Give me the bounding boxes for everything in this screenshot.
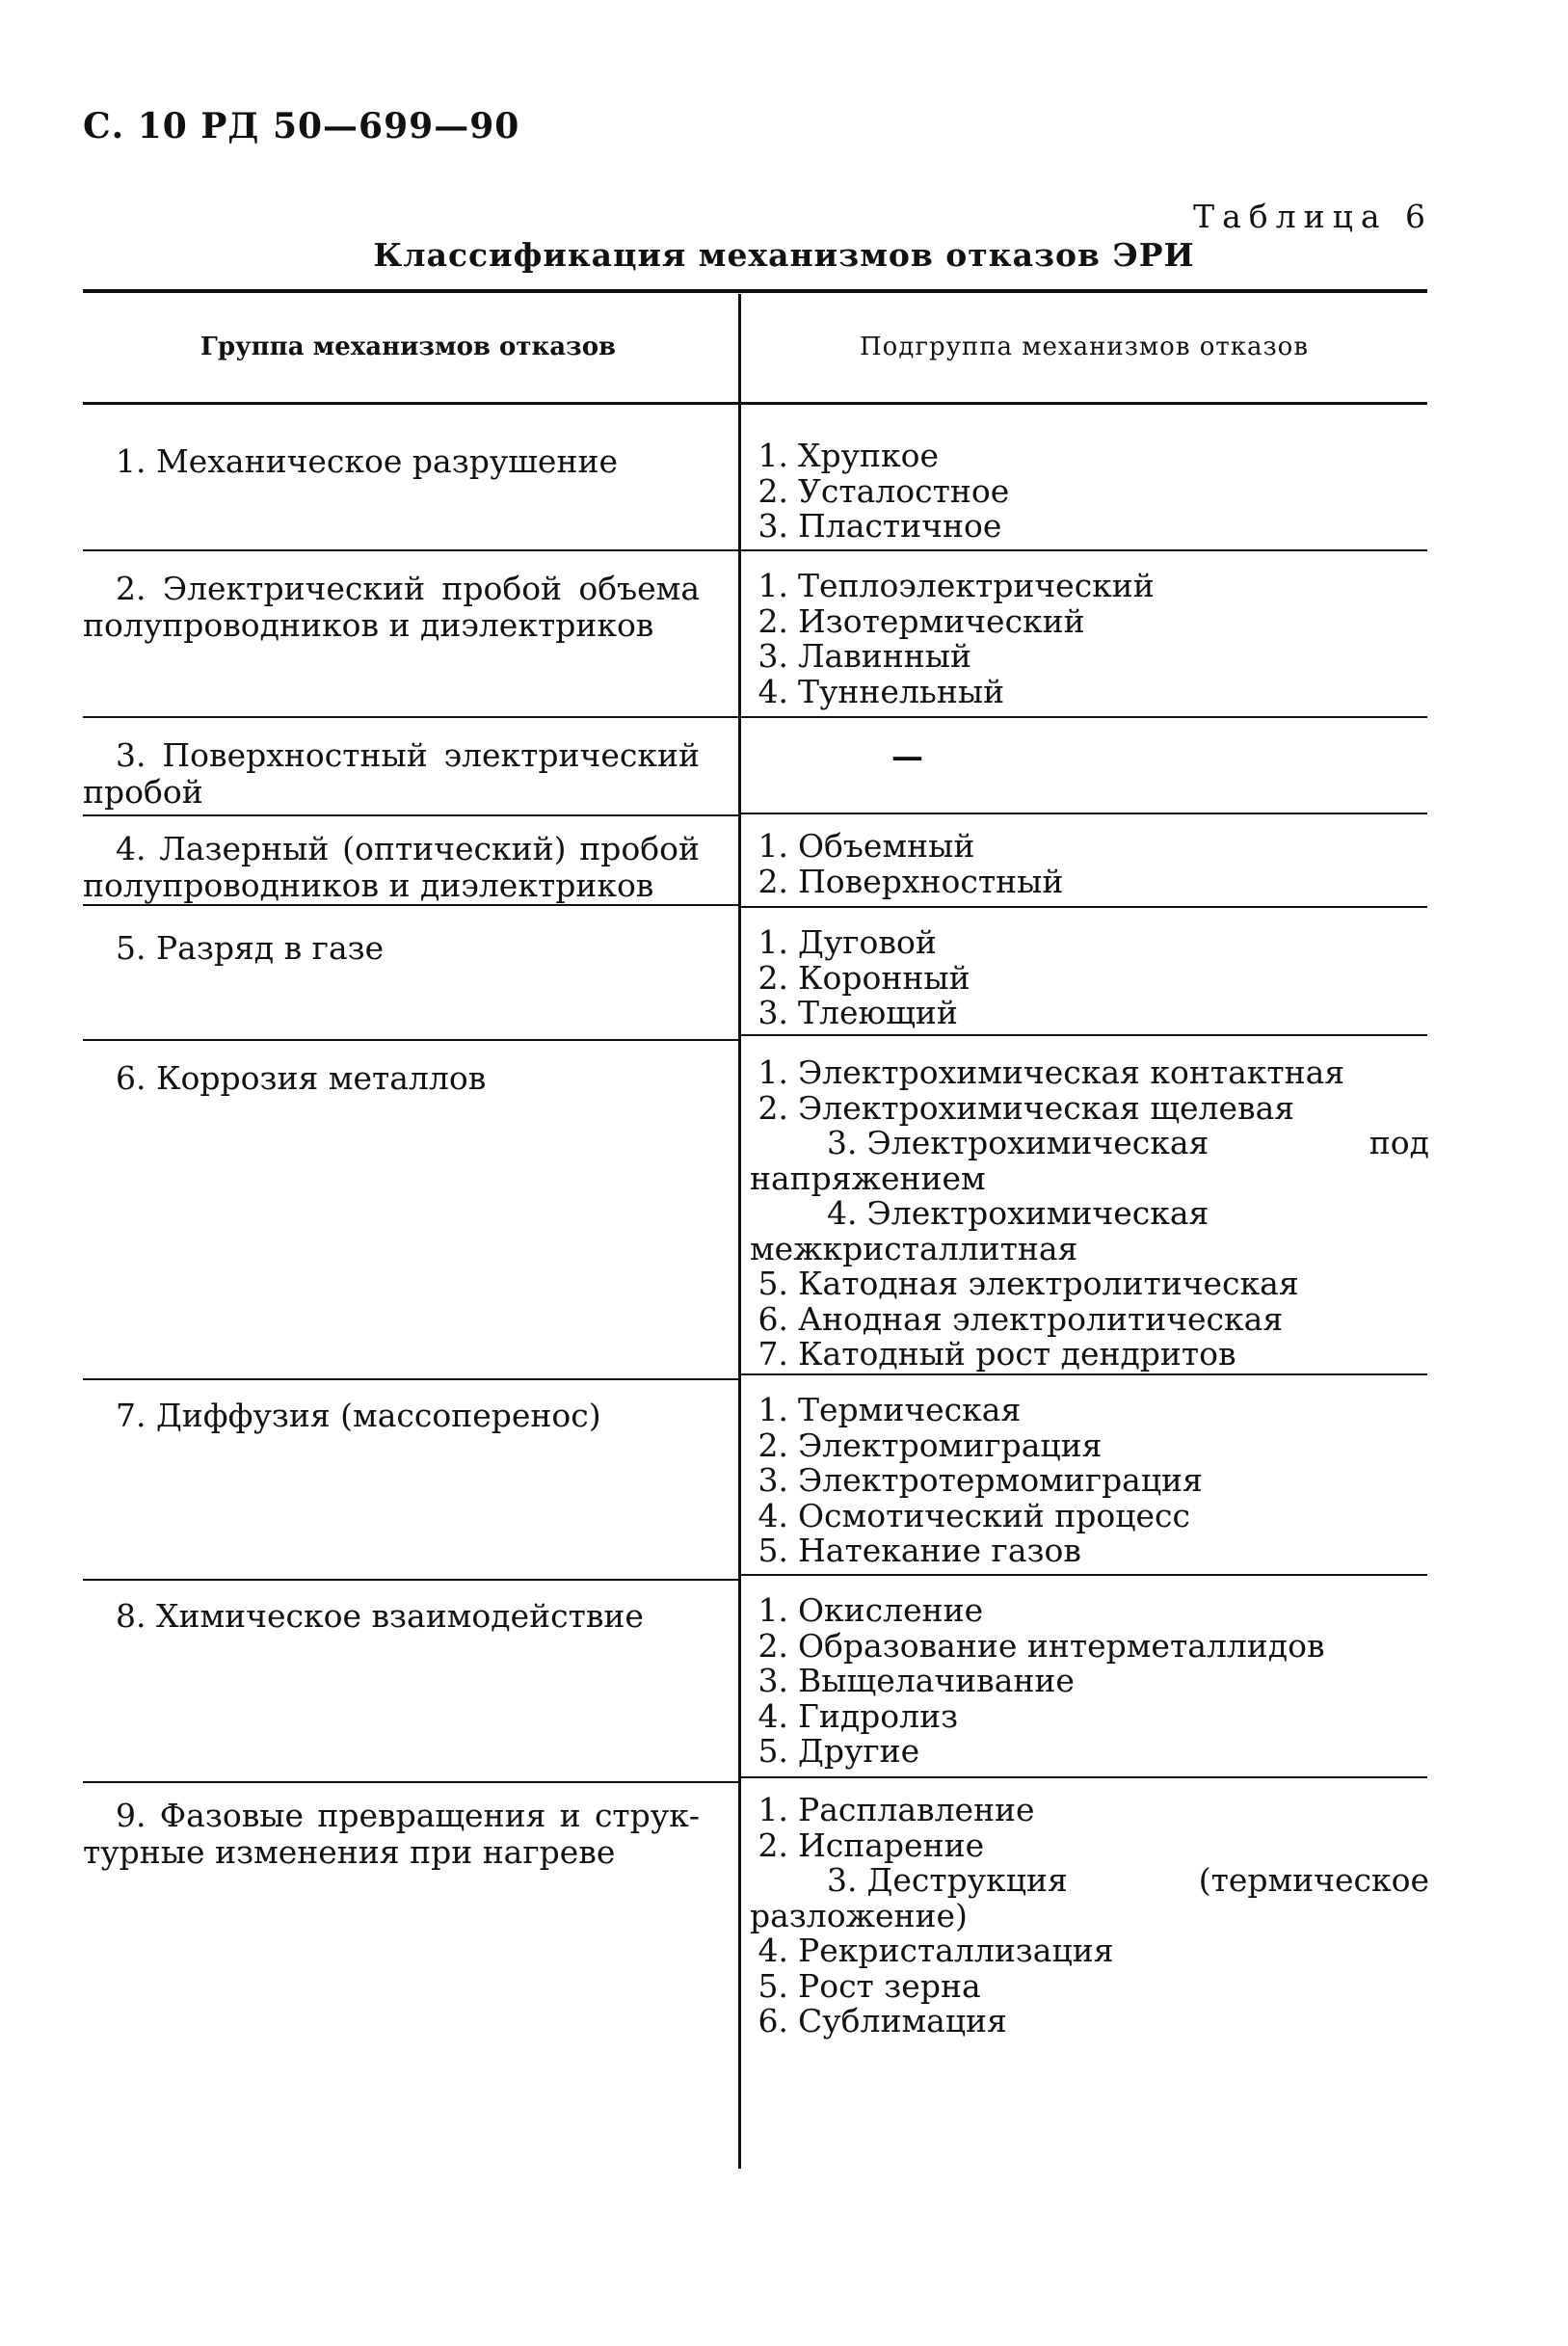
subgroup-item: 2. Электрохимическая щелевая (757, 1088, 1295, 1127)
subgroup-item: 1. Термическая (757, 1391, 1022, 1428)
subgroup-item: 1. Объемный (757, 827, 975, 865)
row-rule-right-8 (741, 1776, 1427, 1778)
subgroup-item: 2. Образование интерметаллидов (757, 1626, 1325, 1665)
group-6: 6. Коррозия металлов (116, 1059, 487, 1097)
subgroup-item: 3. Выщелачивание (757, 1662, 1075, 1699)
subgroup-list-6 (750, 1055, 1429, 1373)
subgroup-list-8 (750, 1593, 1429, 1770)
row-rule-right-6 (741, 1373, 1427, 1375)
subgroup-item: 2. Поверхностный (757, 862, 1064, 900)
subgroup-item: 2. Электромиграция (757, 1426, 1103, 1464)
subgroup-item: 3. Тлеющий (757, 994, 958, 1031)
subgroup-item: 4. Электрохимическая межкристаллитная (750, 1194, 1209, 1267)
subgroup-item: 1. Окисление (757, 1591, 984, 1629)
row-rule-left-2 (83, 716, 738, 718)
group-3: 3. Поверхностный электрический пробой (83, 736, 700, 811)
subgroup-item: 3. Электротермомиграция (757, 1461, 1203, 1499)
subgroup-item: 6. Сублимация (757, 2002, 1007, 2039)
row-rule-left-8 (83, 1781, 738, 1783)
subgroup-item: 1. Хрупкое (757, 437, 940, 474)
table-label: Таблица 6 (1193, 198, 1433, 235)
subgroup-list-5 (750, 925, 1429, 1031)
row-rule-left-1 (83, 549, 738, 551)
subgroup-item: 1. Дуговой (757, 923, 937, 961)
group-4: 4. Лазерный (оптический) пробой полупроводников и диэлектриков (83, 830, 700, 904)
subgroup-item: 2. Испарение (757, 1826, 985, 1864)
page-header: С. 10 РД 50—699—90 (83, 106, 520, 147)
group-9: 9. Фазовые превращения и струк- турные изменения при нагреве (83, 1797, 700, 1871)
row-rule-right-1 (741, 549, 1427, 551)
row-rule-right-4 (741, 906, 1427, 908)
subgroup-item: 6. Анодная электролитическая (757, 1299, 1284, 1338)
subgroup-item: 4. Рекристаллизация (757, 1932, 1114, 1969)
row-rule-left-6 (83, 1378, 738, 1380)
subgroup-list-1 (750, 439, 1429, 545)
subgroup-list-4 (750, 829, 1429, 899)
table-top-rule (83, 289, 1427, 293)
row-rule-left-3 (83, 814, 738, 816)
subgroup-item: 1. Электрохимическая контактная (757, 1053, 1345, 1091)
empty-subgroup-dash: — (891, 737, 923, 775)
row-rule-left-7 (83, 1579, 738, 1581)
column-header-group: Группа механизмов отказов (199, 333, 617, 361)
table-title: Классификация механизмов отказов ЭРИ (373, 236, 1195, 274)
subgroup-item: 5. Другие (757, 1732, 920, 1770)
table-header-rule (83, 402, 1427, 405)
subgroup-item: 3. Деструкция (термическое разложение) (750, 1861, 1429, 1934)
row-rule-right-2 (741, 716, 1427, 718)
subgroup-item: 4. Туннельный (757, 672, 1005, 710)
subgroup-item: 3. Электрохимическая под напряжением (750, 1124, 1429, 1197)
subgroup-list-9 (750, 1793, 1429, 2039)
subgroup-item: 4. Гидролиз (757, 1696, 959, 1735)
subgroup-item: 3. Лавинный (757, 637, 972, 675)
subgroup-item: 2. Изотермический (757, 601, 1085, 640)
group-8: 8. Химическое взаимодействие (116, 1597, 644, 1635)
subgroup-list-2 (750, 569, 1429, 709)
subgroup-list-7 (750, 1393, 1429, 1569)
subgroup-item: 5. Натекание газов (757, 1532, 1081, 1569)
group-2: 2. Электрический пробой объема полупроводников и диэлектриков (83, 570, 700, 644)
subgroup-item: 5. Рост зерна (757, 1966, 981, 2005)
subgroup-item: 2. Усталостное (757, 471, 1010, 510)
column-header-subgroup: Подгруппа механизмов отказов (860, 333, 1309, 361)
subgroup-item: 4. Осмотический процесс (757, 1496, 1190, 1534)
subgroup-item: 1. Теплоэлектрический (757, 567, 1155, 604)
group-5: 5. Разряд в газе (116, 929, 385, 967)
subgroup-item: 3. Пластичное (757, 507, 1002, 545)
row-rule-left-4 (83, 904, 738, 906)
row-rule-right-7 (741, 1574, 1427, 1576)
subgroup-item: 2. Коронный (757, 958, 970, 997)
subgroup-item: 7. Катодный рост дендритов (757, 1335, 1236, 1373)
row-rule-left-5 (83, 1039, 738, 1041)
group-1: 1. Механическое разрушение (116, 442, 618, 480)
row-rule-right-5 (741, 1034, 1427, 1036)
subgroup-item: 1. Расплавление (757, 1791, 1035, 1828)
row-rule-right-3 (741, 813, 1427, 814)
column-divider (738, 294, 741, 2169)
group-7: 7. Диффузия (массоперенос) (116, 1397, 601, 1434)
subgroup-item: 5. Катодная электролитическая (757, 1265, 1299, 1302)
